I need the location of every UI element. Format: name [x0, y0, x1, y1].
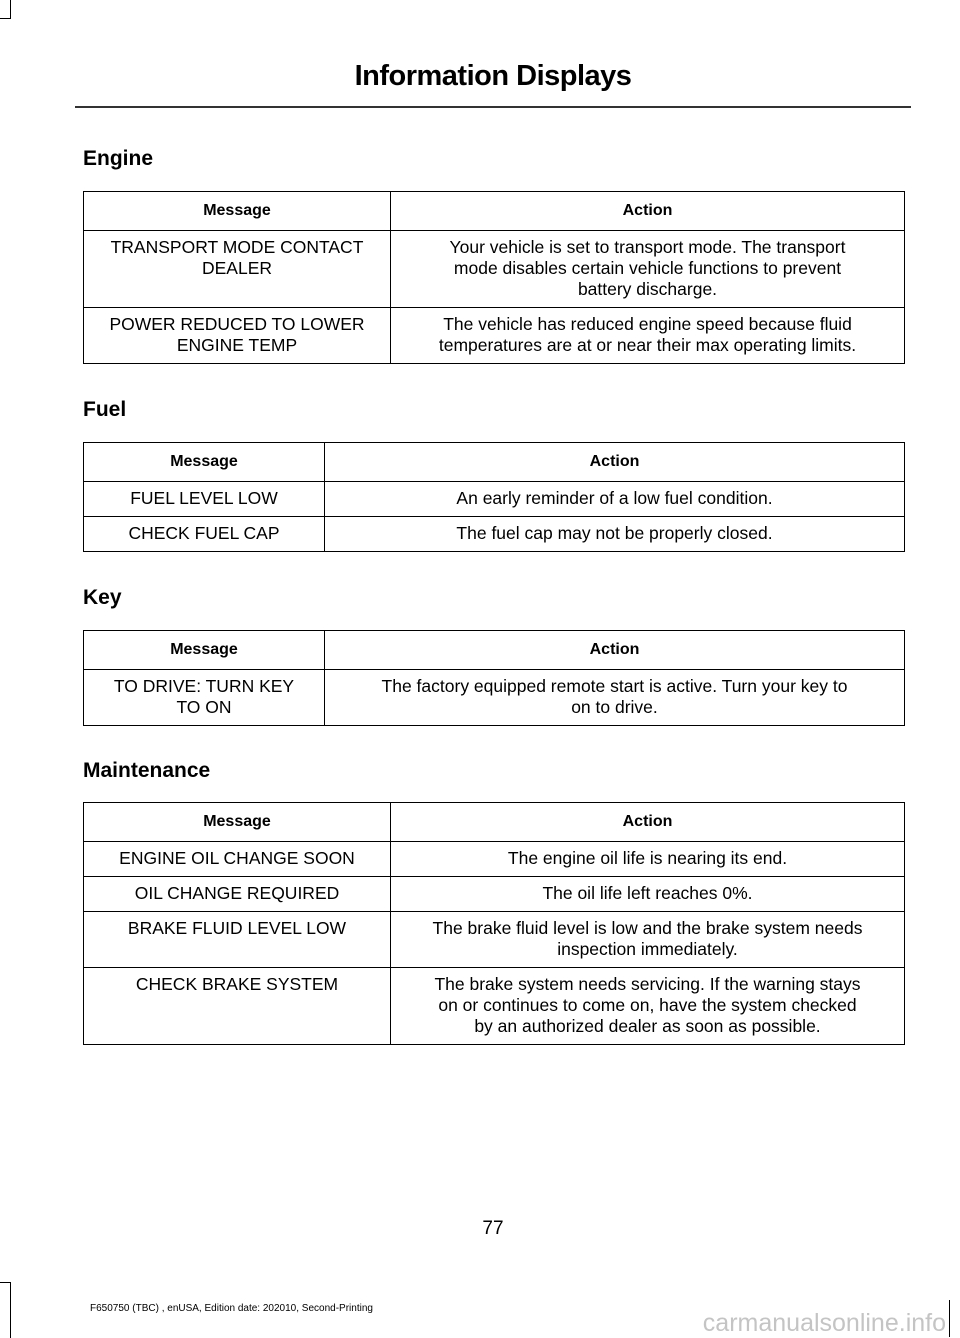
action-cell: The brake fluid level is low and the brake system needs inspection immediately.: [391, 912, 905, 968]
column-header: Message: [84, 443, 325, 482]
action-cell: Your vehicle is set to transport mode. The transport mode disables certain vehicle functions to prevent battery discharge.: [391, 231, 905, 308]
column-header: Action: [325, 443, 905, 482]
section-heading-fuel: Fuel: [83, 398, 127, 421]
page-title: Information Displays: [354, 60, 632, 92]
crop-mark: [949, 1300, 960, 1337]
action-cell: The vehicle has reduced engine speed because fluid temperatures are at or near their max operating limits.: [391, 308, 905, 364]
table-row: [84, 231, 905, 308]
column-header: Action: [391, 803, 905, 842]
engine-table: [83, 191, 905, 364]
message-cell: OIL CHANGE REQUIRED: [84, 877, 391, 912]
table-row: [84, 517, 905, 552]
column-header: Message: [84, 803, 391, 842]
action-cell: The engine oil life is nearing its end.: [391, 842, 905, 877]
message-cell: TO DRIVE: TURN KEY TO ON: [84, 670, 325, 726]
edition-info: F650750 (TBC) , enUSA, Edition date: 202010, Second-Printing: [90, 1303, 373, 1314]
message-cell: CHECK BRAKE SYSTEM: [84, 968, 391, 1045]
watermark: carmanualsonline.info: [702, 1309, 946, 1337]
section-heading-engine: Engine: [83, 147, 154, 170]
column-header: Message: [84, 631, 325, 670]
message-cell: CHECK FUEL CAP: [84, 517, 325, 552]
table-row: [84, 842, 905, 877]
action-cell: The oil life left reaches 0%.: [391, 877, 905, 912]
message-cell: TRANSPORT MODE CONTACT DEALER: [84, 231, 391, 308]
crop-mark: [0, 1282, 11, 1338]
header-divider: [75, 106, 911, 108]
action-cell: An early reminder of a low fuel condition.: [325, 482, 905, 517]
section-heading-maintenance: Maintenance: [83, 759, 211, 782]
message-cell: FUEL LEVEL LOW: [84, 482, 325, 517]
crop-mark: [0, 0, 11, 19]
table-row: [84, 968, 905, 1045]
message-cell: POWER REDUCED TO LOWER ENGINE TEMP: [84, 308, 391, 364]
table-row: [84, 877, 905, 912]
key-table: [83, 630, 905, 726]
table-row: [84, 670, 905, 726]
message-cell: ENGINE OIL CHANGE SOON: [84, 842, 391, 877]
table-row: [84, 308, 905, 364]
column-header: Action: [325, 631, 905, 670]
action-cell: The fuel cap may not be properly closed.: [325, 517, 905, 552]
table-row: [84, 912, 905, 968]
column-header: Message: [84, 192, 391, 231]
column-header: Action: [391, 192, 905, 231]
section-heading-key: Key: [83, 586, 122, 609]
action-cell: The factory equipped remote start is active. Turn your key to on to drive.: [325, 670, 905, 726]
action-cell: The brake system needs servicing. If the warning stays on or continues to come on, have the system checked by an authorized dealer as soon as possible.: [391, 968, 905, 1045]
table-row: [84, 482, 905, 517]
maintenance-table: [83, 802, 905, 1045]
page-number: 77: [482, 1218, 504, 1239]
message-cell: BRAKE FLUID LEVEL LOW: [84, 912, 391, 968]
fuel-table: [83, 442, 905, 552]
